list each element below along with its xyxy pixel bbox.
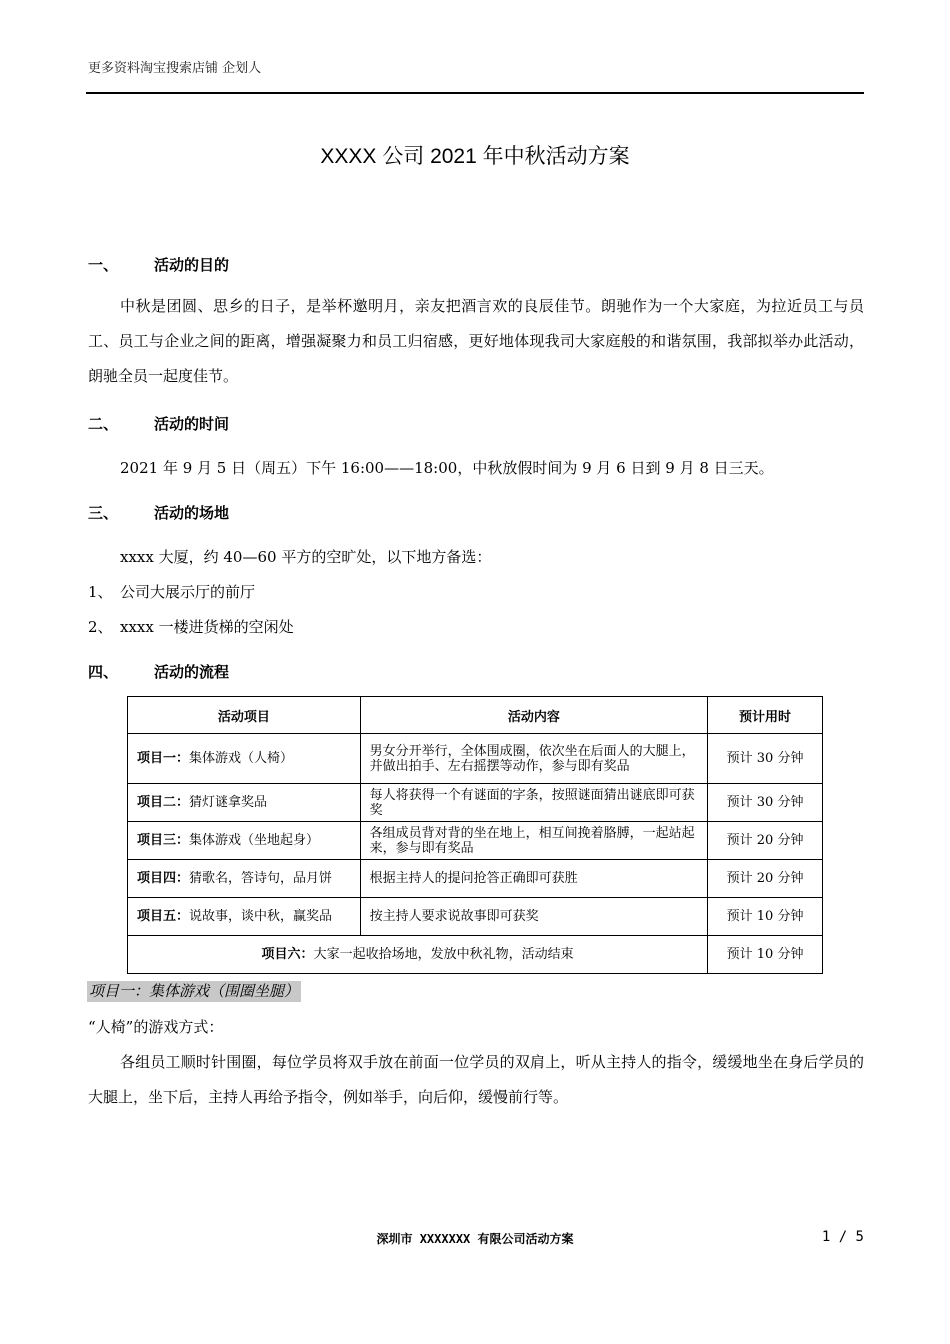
activity-content-cell: 按主持人要求说故事即可获奖 (360, 898, 707, 936)
activity-label: 项目二： (137, 795, 190, 810)
activity-label: 项目四： (137, 871, 190, 886)
activity-time-cell: 预计 20 分钟 (708, 822, 823, 860)
table-row (128, 860, 823, 898)
activity-name-cell (128, 784, 361, 822)
activity-content-cell: 男女分开举行，全体围成圈，依次坐在后面人的大腿上，并做出拍手、左右摇摆等动作，参与即有奖品 (360, 734, 707, 784)
activity-label: 项目五： (137, 909, 190, 924)
column-header: 活动项目 (128, 697, 361, 734)
header-rule (86, 92, 864, 94)
column-header: 活动内容 (360, 697, 707, 734)
section-number: 四、 (88, 663, 119, 681)
activity-content-cell: 每人将获得一个有谜面的字条，按照谜面猜出谜底即可获奖 (360, 784, 707, 822)
column-header: 预计用时 (708, 697, 823, 734)
section-heading-time (88, 413, 229, 434)
activity-name: 猜灯谜拿奖品 (189, 795, 268, 810)
purpose-paragraph: 中秋是团圆、思乡的日子，是举杯邀明月，亲友把酒言欢的良辰佳节。朗驰作为一个大家庭，为拉近员工与员工、员工与企业之间的距离，增强凝聚力和员工归宿感，更好地体现我司大家庭般的和谐氛围，我部拟举办此活动，朗驰全员一起度佳节。 (88, 297, 864, 385)
table-header-row (128, 697, 823, 734)
activity-time-cell: 预计 10 分钟 (708, 936, 823, 974)
activity-content-cell: 各组成员背对背的坐在地上，相互间挽着胳膊，一起站起来，参与即有奖品 (360, 822, 707, 860)
list-text: 公司大展示厅的前厅 (120, 583, 256, 601)
activity-time-cell: 预计 30 分钟 (708, 734, 823, 784)
activity-table (127, 696, 823, 974)
page-footer: 深圳市 XXXXXXX 有限公司活动方案 (376, 1232, 574, 1246)
venue-option (88, 581, 255, 602)
game-heading: 项目一：集体游戏（围圈坐腿） (89, 982, 300, 1000)
section-heading-venue (88, 502, 229, 523)
document-title: XXXX 公司 2021 年中秋活动方案 (320, 145, 630, 168)
activity-label: 项目一： (137, 751, 190, 766)
table-row (128, 936, 823, 974)
table-row (128, 898, 823, 936)
section-title: 活动的流程 (154, 663, 230, 681)
list-number: 1、 (88, 583, 113, 601)
activity-content-cell: 根据主持人的提问抢答正确即可获胜 (360, 860, 707, 898)
activity-name-cell (128, 734, 361, 784)
activity-name: 说故事，谈中秋，赢奖品 (189, 909, 333, 924)
activity-name-cell (128, 822, 361, 860)
section-number: 二、 (88, 415, 119, 433)
table-row (128, 784, 823, 822)
section-title: 活动的场地 (154, 504, 230, 522)
section-title: 活动的时间 (154, 415, 230, 433)
time-paragraph: 2021 年 9 月 5 日（周五）下午 16:00——18:00，中秋放假时间为 9 月 6 日到 9 月 8 日三天。 (120, 459, 774, 477)
section-number: 三、 (88, 504, 119, 522)
section-title: 活动的目的 (154, 256, 230, 274)
venue-option (88, 616, 294, 637)
page-number: 1 / 5 (821, 1229, 864, 1245)
activity-time-cell: 预计 20 分钟 (708, 860, 823, 898)
page-header: 更多资料淘宝搜索店铺 企划人 (88, 61, 262, 76)
activity-name: 集体游戏（坐地起身） (189, 833, 320, 848)
section-heading-flow (88, 661, 229, 682)
activity-name: 集体游戏（人椅） (189, 751, 294, 766)
activity-label: 项目六： (261, 947, 314, 962)
activity-name: 大家一起收拾场地，发放中秋礼物，活动结束 (313, 947, 574, 962)
table-row (128, 734, 823, 784)
activity-name-cell (128, 860, 361, 898)
activity-label: 项目三： (137, 833, 190, 848)
activity-name-cell (128, 898, 361, 936)
section-number: 一、 (88, 256, 119, 274)
list-number: 2、 (88, 618, 113, 636)
game-description: 各组员工顺时针围圈，每位学员将双手放在前面一位学员的双肩上，听从主持人的指令，缓缓地坐在身后学员的大腿上，坐下后，主持人再给予指令，例如举手，向后仰，缓慢前行等。 (88, 1053, 864, 1106)
venue-intro: xxxx 大厦，约 40—60 平方的空旷处，以下地方备选： (120, 548, 492, 566)
table-row (128, 822, 823, 860)
activity-merged-cell (128, 936, 708, 974)
list-text: xxxx 一楼进货梯的空闲处 (120, 618, 294, 636)
activity-time-cell: 预计 30 分钟 (708, 784, 823, 822)
section-heading-purpose (88, 254, 229, 275)
game-subheading: “人椅”的游戏方式： (88, 1018, 224, 1036)
activity-name: 猜歌名，答诗句，品月饼 (189, 871, 333, 886)
activity-time-cell: 预计 10 分钟 (708, 898, 823, 936)
